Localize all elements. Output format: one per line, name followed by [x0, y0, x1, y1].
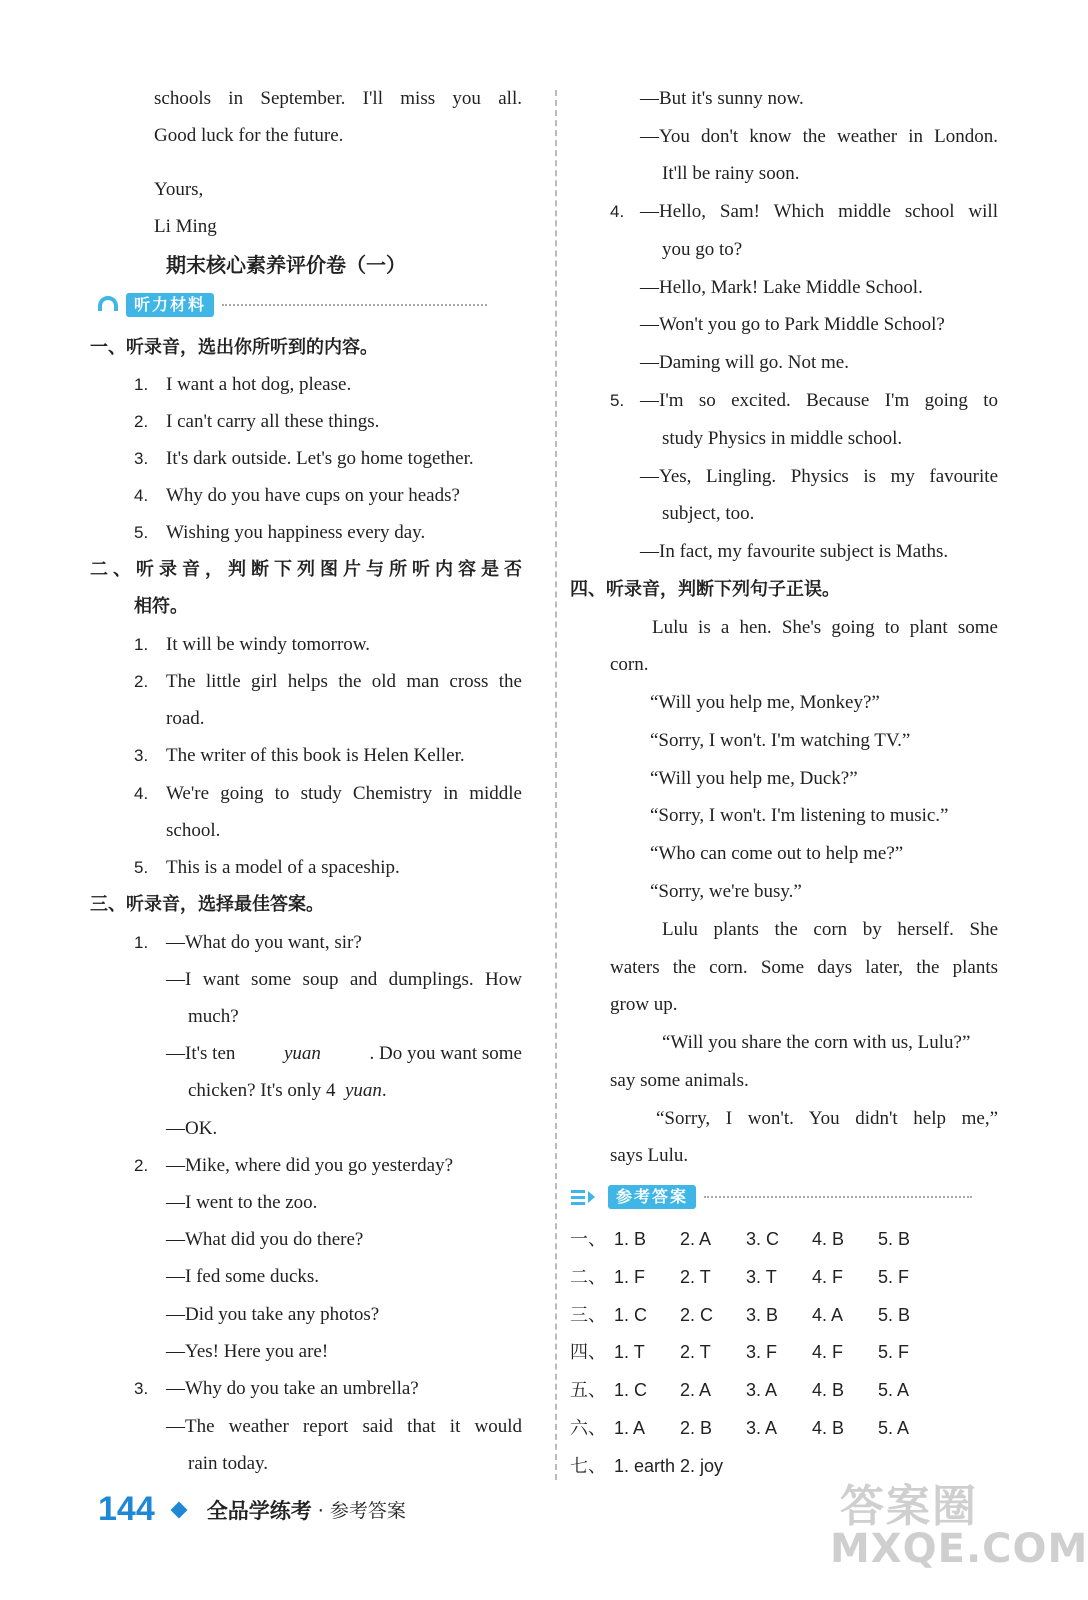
- item-number: 3.: [134, 746, 149, 765]
- item-text: Why do you have cups on your heads?: [166, 485, 460, 506]
- story-line: Lulu is a hen. She's going to plant some: [652, 617, 998, 638]
- dialogue-line: —Yes, Lingling. Physics is my favourite: [640, 466, 998, 487]
- test-title: 期末核心素养评价卷（一）: [166, 253, 406, 277]
- item-number: 2.: [134, 1156, 149, 1175]
- list-icon: [570, 1187, 596, 1207]
- column-divider: [555, 90, 557, 1480]
- item-number: 1.: [134, 375, 149, 394]
- dialogue-line: rain today.: [188, 1453, 269, 1474]
- answer-cell: 4. A: [812, 1304, 844, 1325]
- story-line: Lulu plants the corn by herself. She: [662, 919, 998, 940]
- answer-cell: 5. F: [878, 1266, 910, 1287]
- dialogue-line: —But it's sunny now.: [640, 88, 804, 109]
- item-text: school.: [166, 820, 221, 841]
- answer-cell: 4. B: [812, 1380, 845, 1401]
- answer-section-label: 六、: [570, 1418, 606, 1439]
- answer-cell: 4. F: [812, 1266, 844, 1287]
- item-text: It's dark outside. Let's go home together.: [166, 448, 474, 469]
- item-text: road.: [166, 708, 205, 729]
- story-line: say some animals.: [610, 1070, 749, 1091]
- answer-cell: 3. T: [746, 1266, 777, 1287]
- listening-banner: [96, 292, 506, 318]
- answers-banner: [570, 1184, 990, 1210]
- dialogue-text: chicken? It's only 4: [188, 1080, 336, 1101]
- story-line: “Sorry, we're busy.”: [650, 881, 802, 902]
- answer-cell: 5. A: [878, 1418, 910, 1438]
- answer-cell: 1. C: [614, 1380, 648, 1401]
- dialogue-line: It'll be rainy soon.: [662, 163, 800, 184]
- answer-cell: 3. B: [746, 1304, 779, 1325]
- answer-cell: 2. T: [680, 1342, 711, 1363]
- dialogue-line: —Yes! Here you are!: [166, 1341, 329, 1362]
- item-number: 4.: [610, 202, 625, 221]
- story-line: corn.: [610, 654, 649, 675]
- answer-cell: 4. B: [812, 1418, 845, 1438]
- dialogue-line: —In fact, my favourite subject is Maths.: [640, 541, 949, 562]
- item-number: 5.: [134, 523, 149, 542]
- answer-row: [570, 1301, 944, 1327]
- item-text: I can't carry all these things.: [166, 411, 380, 432]
- item-number: 2.: [134, 412, 149, 431]
- story-line: “Who can come out to help me?”: [650, 843, 904, 864]
- answer-cell: 1. B: [614, 1229, 647, 1249]
- item-number: 4.: [134, 486, 149, 505]
- letter-closing: Yours,: [154, 179, 204, 200]
- banner-label: 听力材料: [126, 293, 214, 317]
- item-number: 2.: [134, 672, 149, 691]
- dialogue-line: much?: [188, 1006, 239, 1027]
- answer-row: [570, 1376, 944, 1402]
- story-line: “Will you help me, Duck?”: [650, 768, 858, 789]
- diamond-icon: [170, 1501, 187, 1518]
- dialogue-line: you go to?: [662, 239, 743, 260]
- dialogue-line: study Physics in middle school.: [662, 428, 903, 449]
- answer-cell: 1. C: [614, 1304, 648, 1325]
- answer-row: [570, 1414, 944, 1440]
- banner-rule: [704, 1196, 972, 1198]
- item-text: I want a hot dog, please.: [166, 374, 352, 395]
- currency-word: yuan: [344, 1080, 382, 1101]
- dialogue-line: —I went to the zoo.: [166, 1192, 318, 1213]
- book-title: 全品学练考: [206, 1498, 312, 1523]
- answer-cell: 5. B: [878, 1229, 911, 1249]
- item-number: 1.: [134, 635, 149, 654]
- item-number: 1.: [134, 933, 149, 952]
- watermark-url: MXQE.COM: [830, 1526, 1088, 1572]
- answer-section-label: 一、: [570, 1229, 606, 1250]
- answer-cell: 3. A: [746, 1380, 778, 1401]
- answer-section-label: 四、: [570, 1342, 606, 1364]
- banner-label: 参考答案: [608, 1185, 696, 1209]
- section-heading-cont: 相符。: [134, 596, 188, 617]
- story-line: “Sorry, I won't. I'm listening to music.”: [650, 805, 949, 826]
- dialogue-line: —Won't you go to Park Middle School?: [640, 314, 945, 335]
- dialogue-line: —You don't know the weather in London.: [640, 126, 998, 147]
- dialogue-line: subject, too.: [662, 503, 755, 524]
- answer-section-label: 五、: [570, 1380, 606, 1402]
- answer-cell: 5. A: [878, 1380, 910, 1401]
- answer-cell: 3. F: [746, 1342, 778, 1363]
- item-number: 5.: [610, 391, 625, 410]
- section-heading: 一、听录音，选出你所听到的内容。: [90, 337, 378, 358]
- item-text: This is a model of a spaceship.: [166, 857, 400, 878]
- dialogue-line: —The weather report said that it would: [166, 1416, 522, 1437]
- answer-cell: 3. A: [746, 1418, 778, 1438]
- answer-cell: 2. A: [680, 1229, 712, 1249]
- story-line: “Sorry, I won't. You didn't help me,”: [656, 1108, 998, 1129]
- item-text: The little girl helps the old man cross the: [166, 671, 522, 692]
- letter-signature: Li Ming: [154, 216, 217, 237]
- answer-row: [570, 1452, 746, 1478]
- story-line: “Will you help me, Monkey?”: [650, 692, 880, 713]
- dialogue-line: —I'm so excited. Because I'm going to: [640, 390, 998, 411]
- page-number: 144: [98, 1490, 155, 1528]
- letter-line: Good luck for the future.: [154, 125, 344, 146]
- item-number: 3.: [134, 449, 149, 468]
- banner-rule: [222, 304, 487, 306]
- dialogue-line: [166, 1041, 522, 1067]
- section-heading: 三、听录音，选择最佳答案。: [90, 894, 324, 915]
- dialogue-line: —What did you do there?: [166, 1229, 364, 1250]
- answer-cell: 2. A: [680, 1380, 712, 1401]
- dialogue-line: —What do you want, sir?: [166, 932, 362, 953]
- answer-cell: 4. F: [812, 1342, 844, 1363]
- answer-cell: 5. F: [878, 1342, 910, 1363]
- answer-cell: 5. B: [878, 1304, 911, 1325]
- dialogue-line: —Mike, where did you go yesterday?: [166, 1155, 454, 1176]
- page-footer: [98, 1490, 406, 1529]
- answer-cell: 4. B: [812, 1229, 845, 1249]
- dialogue-line: —I fed some ducks.: [166, 1266, 320, 1287]
- item-number: 3.: [134, 1379, 149, 1398]
- letter-line: schools in September. I'll miss you all.: [154, 88, 522, 109]
- answer-cell: 1. A: [614, 1418, 646, 1438]
- answer-row: [570, 1263, 944, 1289]
- item-text: The writer of this book is Helen Keller.: [166, 745, 465, 766]
- answer-cell: 1. T: [614, 1342, 645, 1363]
- answer-cell: 2. B: [680, 1418, 713, 1438]
- dialogue-line: [188, 1078, 387, 1104]
- dialogue-text: —It's ten: [166, 1043, 236, 1064]
- answer-cell: 2. T: [680, 1266, 711, 1287]
- dialogue-line: —Why do you take an umbrella?: [166, 1378, 419, 1399]
- story-line: “Sorry, I won't. I'm watching TV.”: [650, 730, 911, 751]
- dialogue-line: —Did you take any photos?: [166, 1304, 380, 1325]
- watermark-text: 答案圈: [840, 1481, 978, 1532]
- dialogue-line: —Hello, Sam! Which middle school will: [640, 201, 998, 222]
- answer-section-label: 七、: [570, 1455, 606, 1477]
- answer-cell: 3. C: [746, 1229, 780, 1249]
- answer-cell: 2. C: [680, 1304, 714, 1325]
- answer-cell: 2. joy: [680, 1455, 724, 1476]
- story-line: waters the corn. Some days later, the plants: [610, 957, 998, 978]
- dialogue-line: —Daming will go. Not me.: [640, 352, 849, 373]
- headphones-icon: [96, 295, 120, 315]
- item-number: 5.: [134, 858, 149, 877]
- item-text: Wishing you happiness every day.: [166, 522, 426, 543]
- answer-cell: 1. F: [614, 1266, 646, 1287]
- answer-row: [570, 1338, 944, 1364]
- watermark-logo: [830, 1470, 1088, 1580]
- answer-section-label: 二、: [570, 1266, 606, 1288]
- book-subtitle: · 参考答案: [317, 1500, 406, 1522]
- dialogue-line: —OK.: [166, 1118, 218, 1139]
- section-heading: 四、听录音，判断下列句子正误。: [570, 579, 840, 600]
- currency-word: yuan: [283, 1043, 321, 1064]
- answer-cell: 1. earth: [614, 1455, 676, 1476]
- story-line: grow up.: [610, 994, 678, 1015]
- answer-section-label: 三、: [570, 1304, 606, 1326]
- story-line: says Lulu.: [610, 1145, 689, 1166]
- dialogue-text: . Do you want some: [369, 1043, 522, 1064]
- item-text: We're going to study Chemistry in middle: [166, 783, 522, 804]
- item-number: 4.: [134, 784, 149, 803]
- dialogue-line: —I want some soup and dumplings. How: [166, 969, 522, 990]
- section-heading: 二、听录音，判断下列图片与所听内容是否: [90, 559, 522, 580]
- story-line: “Will you share the corn with us, Lulu?”: [662, 1032, 971, 1053]
- item-text: It will be windy tomorrow.: [166, 634, 371, 655]
- dialogue-line: —Hello, Mark! Lake Middle School.: [640, 277, 923, 298]
- dialogue-text: .: [381, 1080, 387, 1101]
- answer-row: [570, 1225, 944, 1251]
